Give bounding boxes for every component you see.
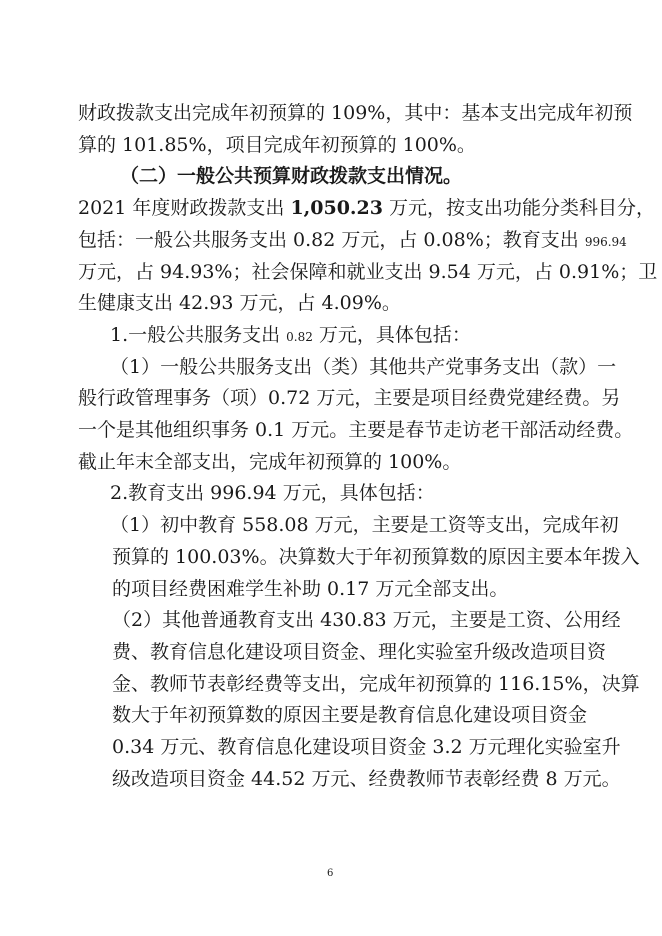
page-number: 6	[327, 868, 334, 879]
text-line	[110, 323, 471, 347]
text-segment: 0.82	[286, 329, 313, 344]
text-segment: 2021 年度财政拨款支出	[78, 197, 291, 220]
text-line: 算的 101.85%，项目完成年初预算的 100%。	[78, 133, 476, 156]
text-line: （2）其他普通教育支出 430.83 万元，主要是工资、公用经	[112, 609, 621, 632]
text-line: 的项目经费困难学生补助 0.17 万元全部支出。	[112, 577, 509, 600]
text-segment: 包括：一般公共服务支出 0.82 万元，占 0.08%；教育支出	[78, 228, 585, 251]
text-line: 预算的 100.03%。决算数大于年初预算数的原因主要本年拨入	[112, 545, 640, 568]
text-line: 万元，占 94.93%；社会保障和就业支出 9.54 万元，占 0.91%；卫	[78, 260, 658, 283]
section-heading: （二）一般公共预算财政拨款支出情况。	[120, 165, 463, 188]
text-line: 金、教师节表彰经费等支出，完成年初预算的 116.15%，决算	[112, 672, 640, 695]
text-line: 财政拨款支出完成年初预算的 109%，其中：基本支出完成年初预	[78, 102, 633, 124]
text-segment: 万元，按支出功能分类科目分，	[383, 197, 656, 220]
text-line	[78, 196, 655, 220]
text-segment: 1,050.23	[290, 197, 383, 220]
text-line: 数大于年初预算数的原因主要是教育信息化建设项目资金	[112, 704, 588, 727]
text-line: 生健康支出 42.93 万元，占 4.09%。	[78, 292, 401, 315]
text-segment: 万元，具体包括：	[312, 323, 471, 346]
text-line: （1）初中教育 558.08 万元，主要是工资等支出，完成年初	[110, 514, 619, 537]
text-line: 0.34 万元、教育信息化建设项目资金 3.2 万元理化实验室升	[112, 736, 621, 758]
text-line: 2.教育支出 996.94 万元，具体包括：	[110, 482, 435, 505]
text-line: 费、教育信息化建设项目资金、理化实验室升级改造项目资	[112, 640, 607, 663]
text-segment: 996.94	[584, 234, 627, 249]
text-line: 般行政管理事务（项）0.72 万元，主要是项目经费党建经费。另	[78, 387, 621, 410]
text-line	[78, 228, 627, 252]
text-line: 级改造项目资金 44.52 万元、经费教师节表彰经费 8 万元。	[112, 767, 621, 790]
text-segment: 1.一般公共服务支出	[110, 323, 287, 346]
text-line: 一个是其他组织事务 0.1 万元。主要是春节走访老干部活动经费。	[78, 419, 634, 441]
text-line: （1）一般公共服务支出（类）其他共产党事务支出（款）一	[110, 355, 617, 378]
text-line: 截止年末全部支出，完成年初预算的 100%。	[78, 450, 462, 473]
